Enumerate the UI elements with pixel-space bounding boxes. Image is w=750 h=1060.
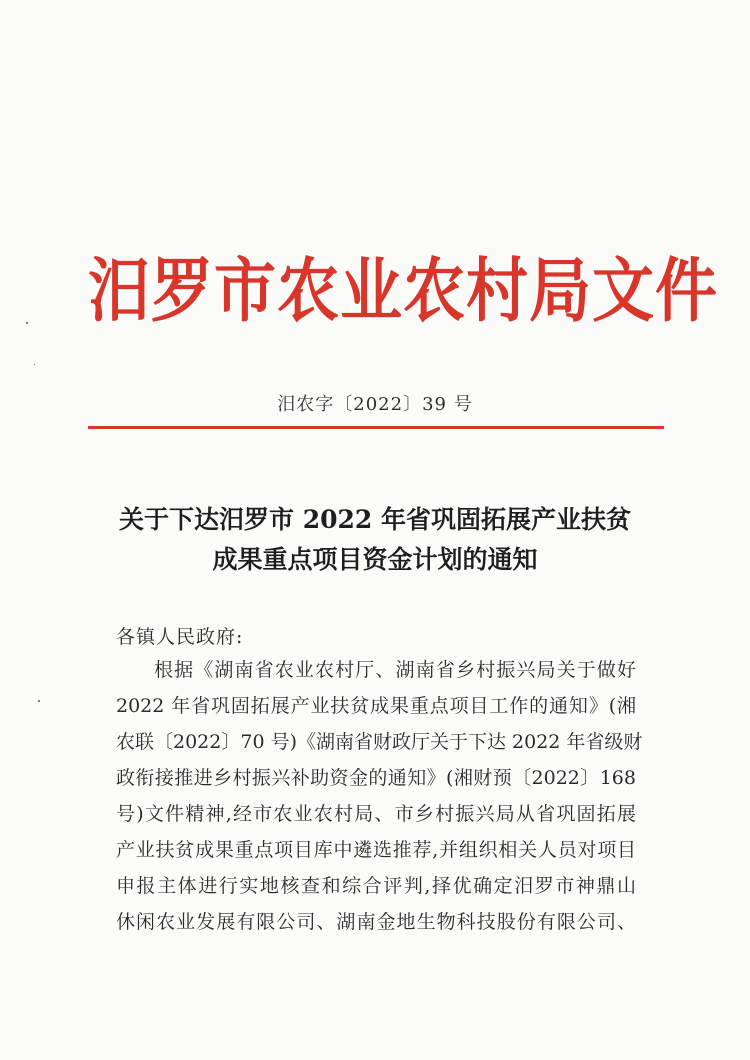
- body-line: 产业扶贫成果重点项目库中遴选推荐,并组织相关人员对项目: [116, 839, 636, 861]
- body-line: 政衔接推进乡村振兴补助资金的通知》(湘财预〔2022〕168: [116, 767, 636, 789]
- body-paragraph: [116, 652, 643, 940]
- recipient-line: 各镇人民政府:: [116, 626, 244, 648]
- scan-speck: [26, 322, 28, 324]
- scan-speck: [38, 700, 40, 702]
- body-line: 号)文件精神,经市农业农村局、市乡村振兴局从省巩固拓展: [116, 803, 636, 825]
- notice-title: [0, 500, 750, 580]
- body-line: 2022 年省巩固拓展产业扶贫成果重点项目工作的通知》(湘: [116, 695, 636, 717]
- body-line: 休闲农业发展有限公司、湖南金地生物科技股份有限公司、: [116, 911, 636, 933]
- body-line: 申报主体进行实地核查和综合评判,择优确定汨罗市神鼎山: [116, 875, 636, 897]
- red-separator-line: [88, 426, 664, 429]
- document-number: 汨农字〔2022〕39 号: [277, 394, 473, 415]
- issuer-header-title: 汨罗市农业农村局文件: [88, 249, 719, 332]
- body-line: 农联〔2022〕70 号)《湖南省财政厅关于下达 2022 年省级财: [116, 731, 643, 753]
- scan-speck: [34, 364, 35, 365]
- notice-title-line-2: 成果重点项目资金计划的通知: [212, 545, 538, 574]
- notice-title-line-1: 关于下达汨罗市 2022 年省巩固拓展产业扶贫: [119, 505, 631, 534]
- body-line: 根据《湖南省农业农村厅、湖南省乡村振兴局关于做好: [154, 659, 636, 681]
